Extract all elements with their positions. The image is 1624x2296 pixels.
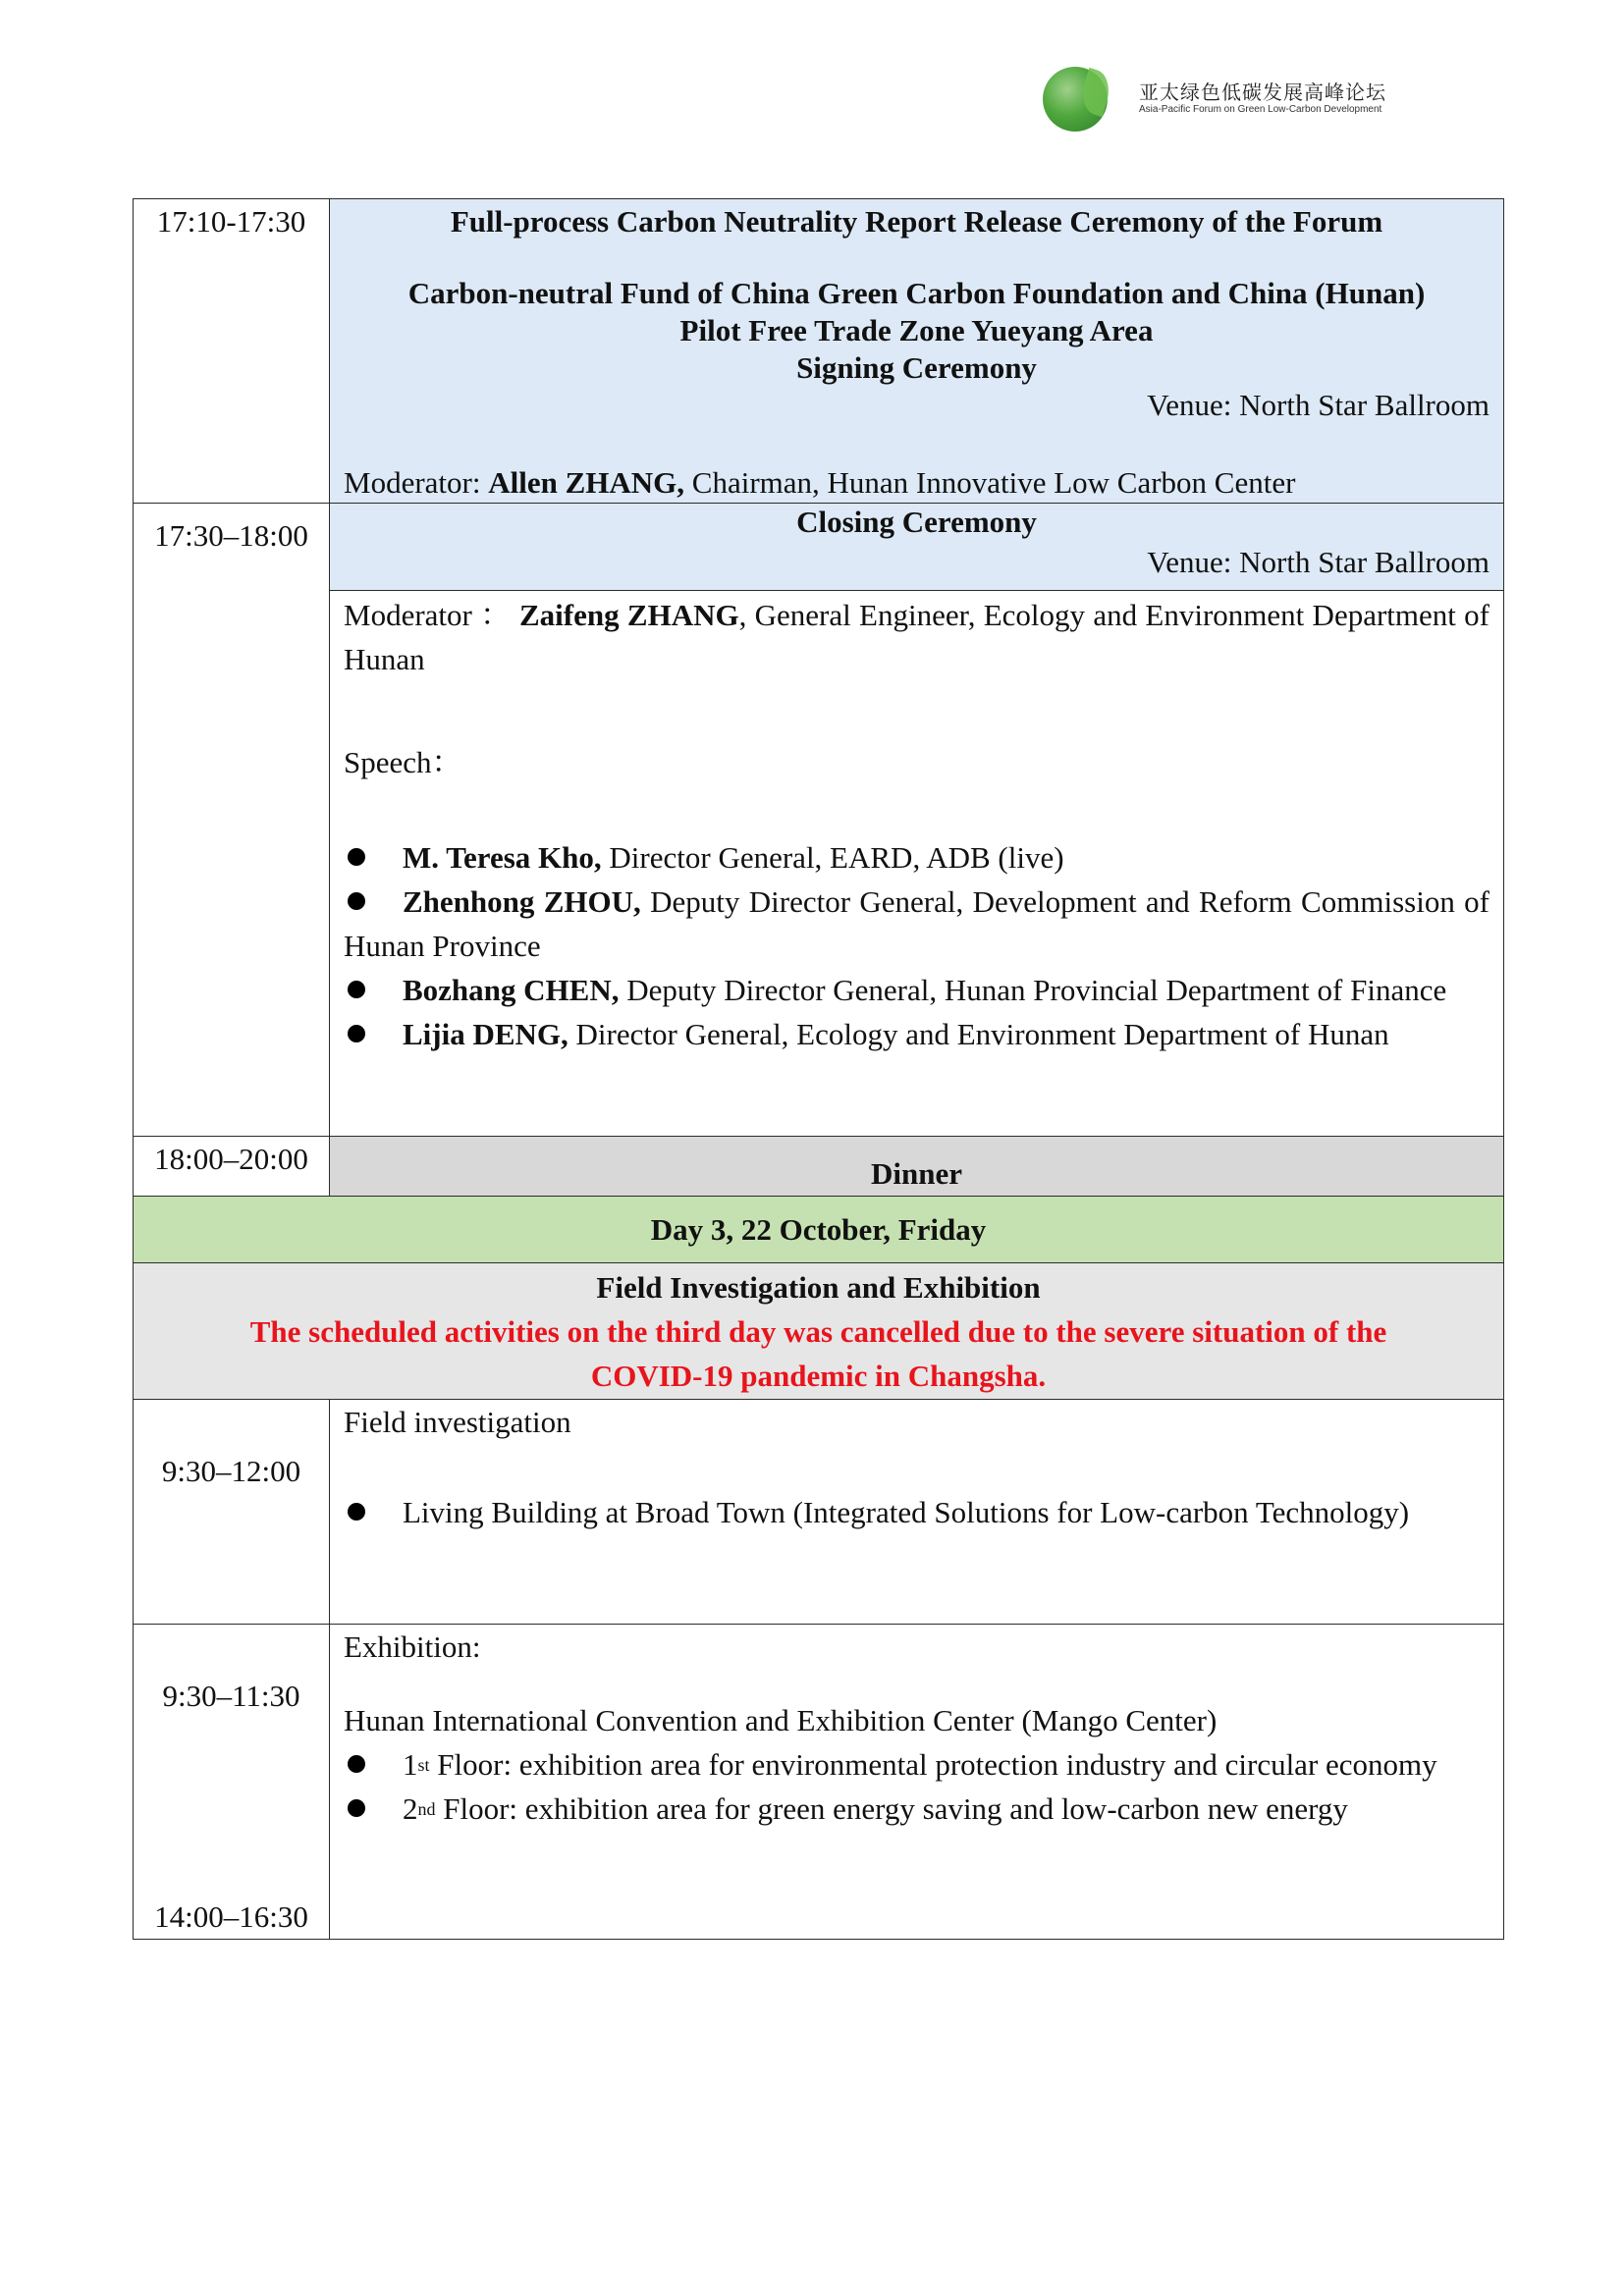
day-banner-row bbox=[134, 1197, 1504, 1263]
schedule-row bbox=[134, 1400, 1504, 1625]
logo-chinese-text: 亚太绿色低碳发展高峰论坛 bbox=[1139, 80, 1386, 104]
schedule-row bbox=[134, 199, 1504, 504]
time-label: 17:10-17:30 bbox=[156, 204, 306, 239]
session-title: Closing Ceremony bbox=[796, 505, 1037, 539]
session-cell bbox=[330, 1400, 1504, 1625]
time-cell bbox=[134, 1625, 330, 1940]
forum-logo bbox=[1043, 65, 1386, 133]
time-label: 14:00–16:30 bbox=[154, 1899, 308, 1934]
time-label: 18:00–20:00 bbox=[154, 1142, 308, 1176]
speech-label: Speech： bbox=[344, 745, 462, 779]
cancellation-notice: The scheduled activities on the third day was cancelled due to the severe situation of the bbox=[249, 1313, 1387, 1349]
session-cell bbox=[330, 504, 1504, 591]
speaker-item: M. Teresa Kho, Director General, EARD, ADB (live) bbox=[344, 835, 1489, 880]
time-label: 17:30–18:00 bbox=[154, 518, 308, 553]
day-subtitle: Field Investigation and Exhibition bbox=[596, 1269, 1041, 1305]
speaker-item: Lijia DENG, Director General, Ecology and Environment Department of Hunan bbox=[344, 1012, 1489, 1056]
speaker-item: Bozhang CHEN, Deputy Director General, Hunan Provincial Department of Finance bbox=[344, 968, 1489, 1012]
logo-english-text: Asia-Pacific Forum on Green Low-Carbon Development bbox=[1139, 104, 1382, 115]
cancellation-notice-cont: COVID-19 pandemic in Changsha. bbox=[590, 1358, 1047, 1393]
dinner-cell bbox=[330, 1137, 1504, 1197]
notice-row bbox=[134, 1263, 1504, 1400]
session-cell bbox=[330, 1625, 1504, 1940]
notice-cell bbox=[134, 1263, 1504, 1400]
site-item: Living Building at Broad Town (Integrated Solutions for Low-carbon Technology) bbox=[344, 1490, 1489, 1534]
session-title: Full-process Carbon Neutrality Report Release Ceremony of the Forum bbox=[450, 204, 1383, 239]
time-cell bbox=[134, 1400, 330, 1625]
moderator-line: Moderator ： Zaifeng ZHANG, General Engineer, Ecology and Environment Department of Hunan bbox=[344, 598, 1490, 676]
speaker-item: Zhenhong ZHOU, Deputy Director General, Development and Reform Commission of Hunan Province bbox=[344, 880, 1489, 968]
moderator-line: Moderator: Allen ZHANG, Chairman, Hunan Innovative Low Carbon Center bbox=[344, 465, 1296, 500]
time-cell bbox=[134, 199, 330, 504]
time-cell bbox=[134, 1137, 330, 1197]
schedule-table bbox=[133, 198, 1504, 1940]
speakers-cell bbox=[330, 591, 1504, 1137]
schedule-row bbox=[134, 504, 1504, 591]
day-title: Day 3, 22 October, Friday bbox=[650, 1212, 987, 1247]
time-cell bbox=[134, 504, 330, 1137]
exhibition-item: 1st Floor: exhibition area for environmental protection industry and circular economy bbox=[344, 1742, 1489, 1787]
exhibition-label: Exhibition: bbox=[344, 1629, 481, 1664]
schedule-row bbox=[134, 591, 1504, 1137]
field-investigation-label: Field investigation bbox=[344, 1405, 571, 1439]
exhibition-venue: Hunan International Convention and Exhibition Center (Mango Center) bbox=[344, 1703, 1218, 1737]
venue-label: Venue: North Star Ballroom bbox=[1147, 388, 1489, 422]
dinner-title: Dinner bbox=[871, 1156, 962, 1191]
signing-title: Carbon-neutral Fund of China Green Carbon Foundation and China (Hunan) Pilot Free Trade Zone Yueyang Area Signing Ceremony bbox=[407, 276, 1426, 385]
schedule-row bbox=[134, 1137, 1504, 1197]
day-banner bbox=[134, 1197, 1504, 1263]
session-cell bbox=[330, 199, 1504, 504]
schedule-row bbox=[134, 1625, 1504, 1940]
venue-label: Venue: North Star Ballroom bbox=[1147, 545, 1489, 579]
exhibition-item: 2nd Floor: exhibition area for green energy saving and low-carbon new energy bbox=[344, 1787, 1489, 1831]
time-label: 9:30–12:00 bbox=[161, 1454, 301, 1488]
time-label: 9:30–11:30 bbox=[162, 1679, 300, 1713]
